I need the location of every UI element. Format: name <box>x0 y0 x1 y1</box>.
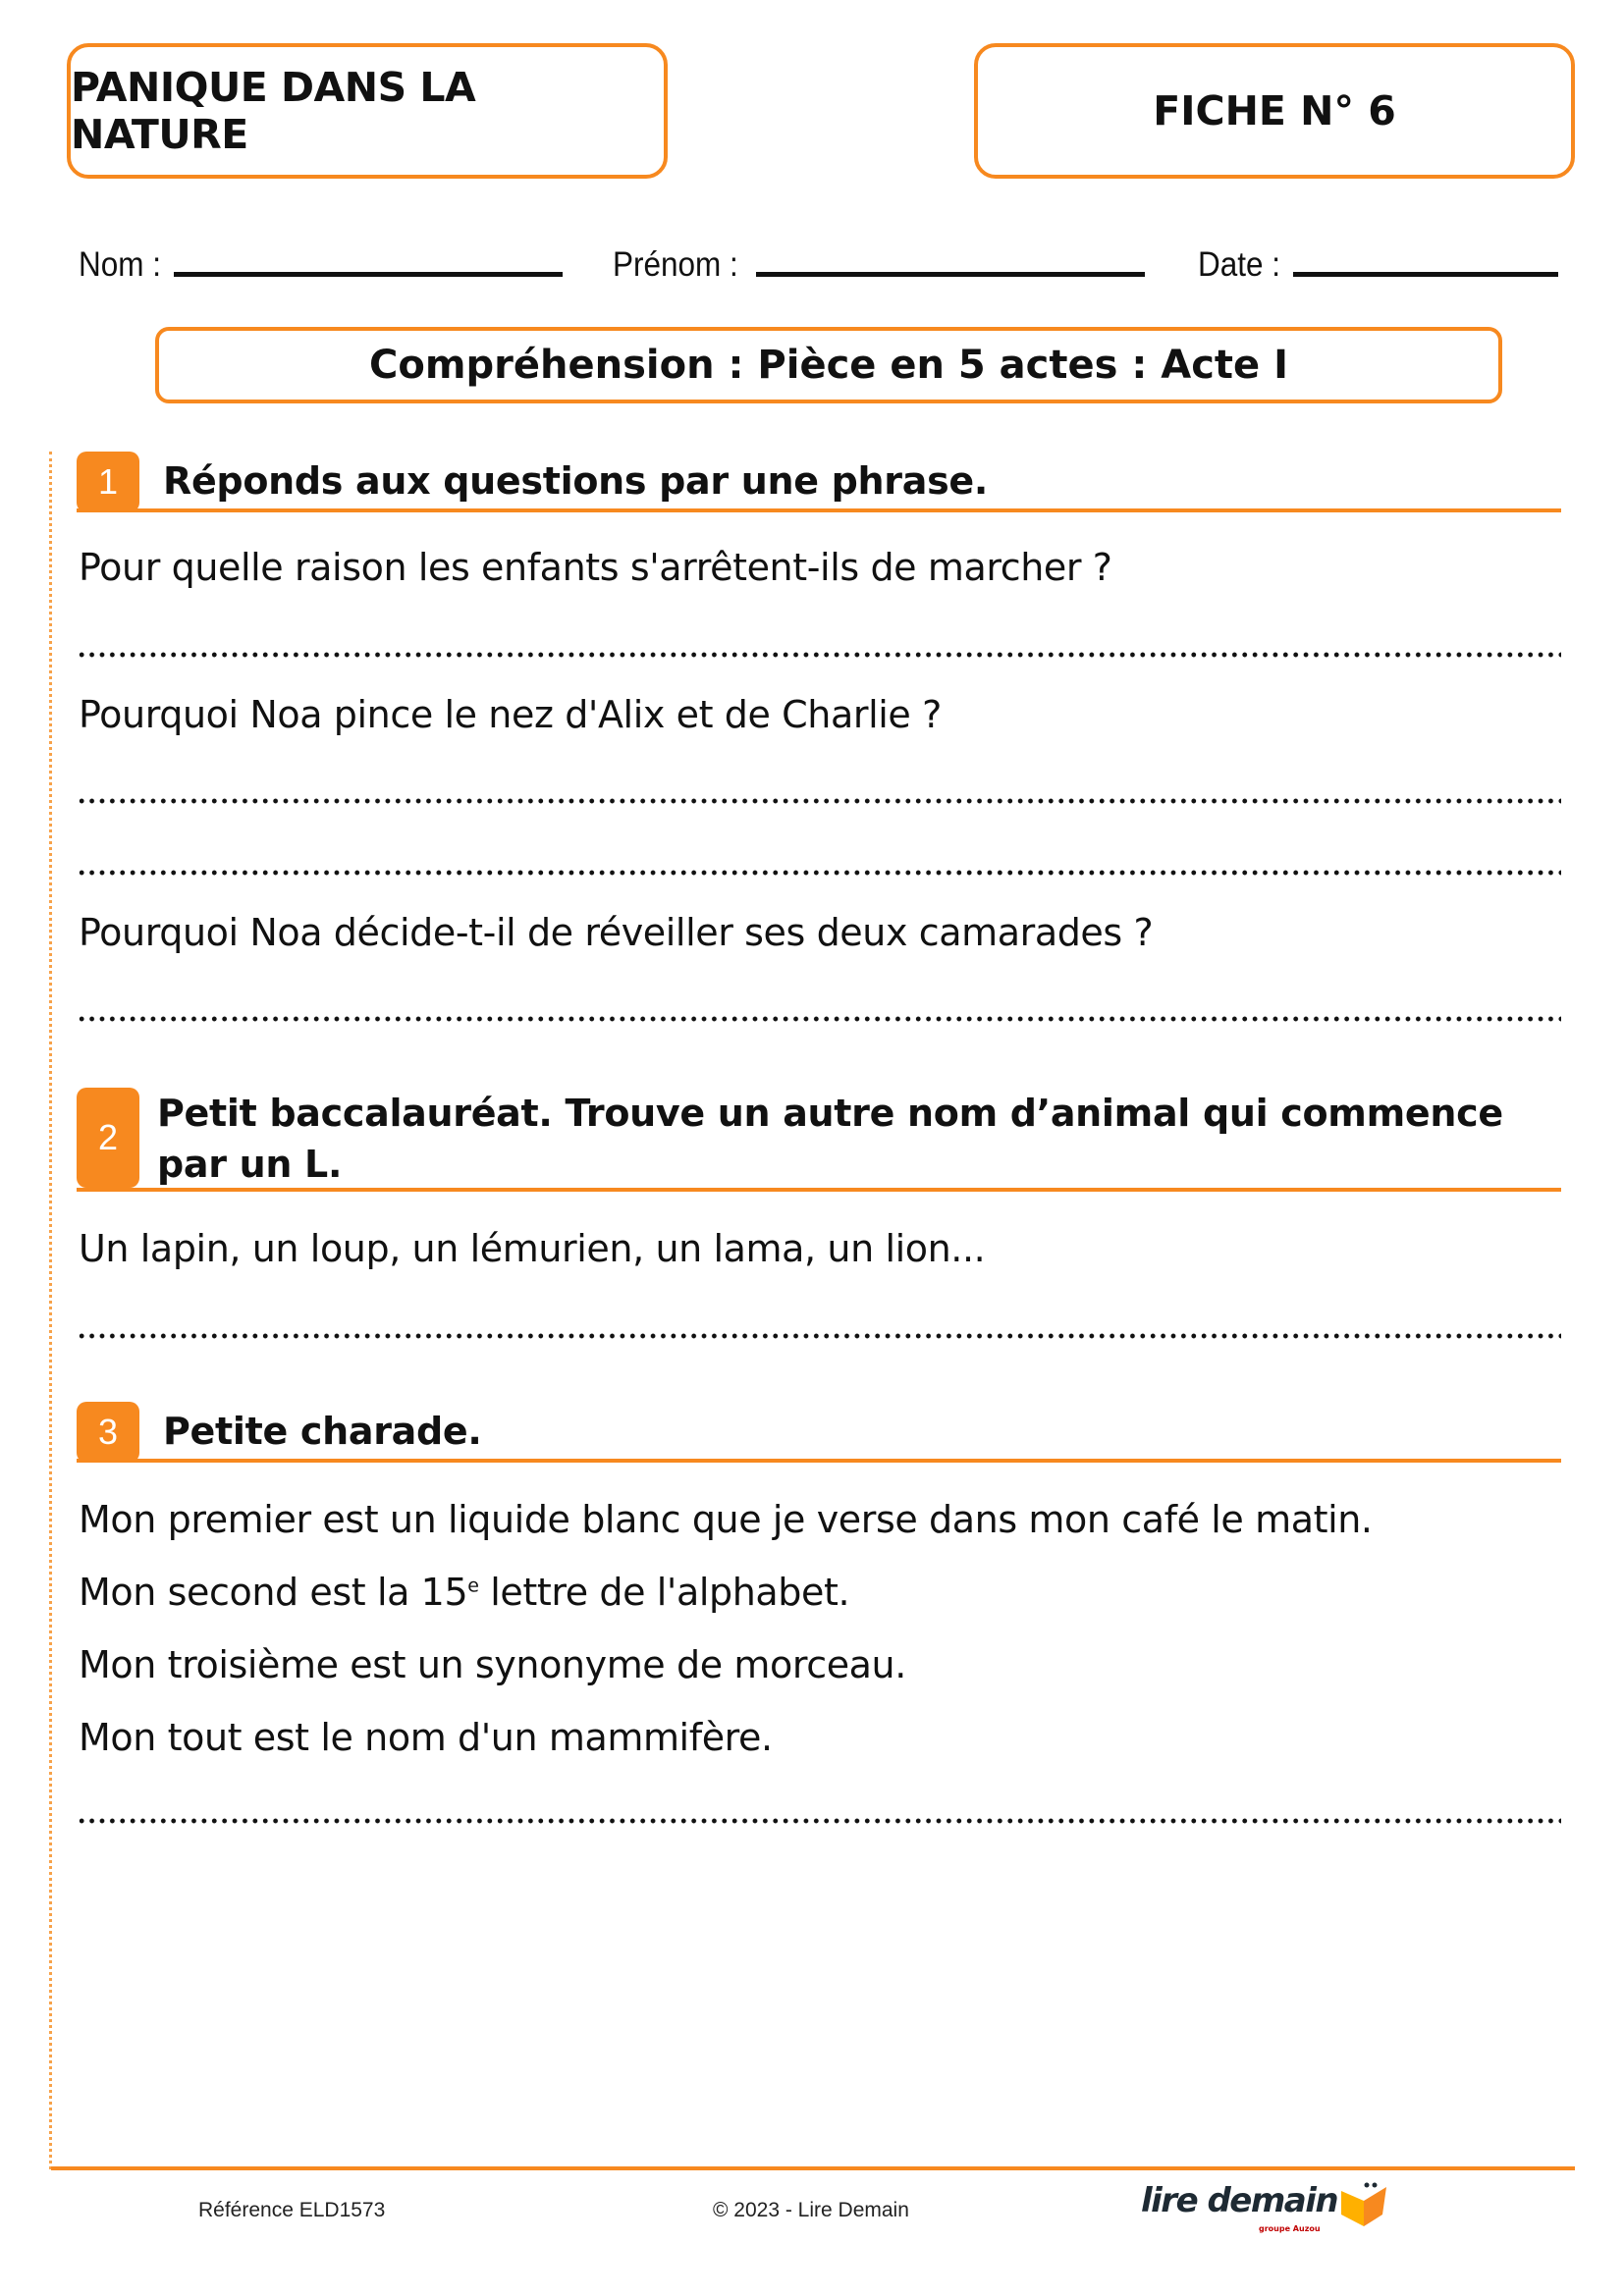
charade-line-2 <box>79 1571 849 1614</box>
section-1-header <box>77 452 1561 512</box>
section-3-title: Petite charade. <box>163 1410 482 1453</box>
charade-line-3: Mon troisième est un synonyme de morceau. <box>79 1643 906 1686</box>
charade-line-1: Mon premier est un liquide blanc que je verse dans mon café le matin. <box>79 1498 1373 1541</box>
section-2-title-line1: Petit baccalauréat. Trouve un autre nom d’animal qui commence <box>157 1092 1503 1135</box>
lire-demain-logo <box>1141 2181 1388 2233</box>
worksheet-title: PANIQUE DANS LA NATURE <box>67 43 668 179</box>
footer-rule <box>51 2166 1575 2170</box>
prenom-label: Prénom : <box>613 245 738 284</box>
section-3-header <box>77 1402 1561 1463</box>
answer-line[interactable] <box>77 798 1561 804</box>
answer-line[interactable] <box>77 652 1561 658</box>
nom-field[interactable] <box>79 245 563 285</box>
question-1-2: Pourquoi Noa pince le nez d'Alix et de Charlie ? <box>79 693 942 736</box>
section-2-rule <box>77 1188 1561 1192</box>
section-1-rule <box>77 508 1561 512</box>
fiche-number: FICHE N° 6 <box>974 43 1575 179</box>
section-2-badge: 2 <box>77 1088 139 1188</box>
logo-subtext: groupe Auzou <box>1259 2224 1321 2233</box>
subtitle-banner: Compréhension : Pièce en 5 actes : Acte I <box>155 327 1502 403</box>
answer-line[interactable] <box>77 1016 1561 1022</box>
charade-line-4: Mon tout est le nom d'un mammifère. <box>79 1716 773 1759</box>
answer-line[interactable] <box>77 870 1561 876</box>
section-1-title: Réponds aux questions par une phrase. <box>163 459 989 503</box>
footer-copyright: © 2023 - Lire Demain <box>713 2199 909 2221</box>
section-2-prompt: Un lapin, un loup, un lémurien, un lama, un lion... <box>79 1227 986 1270</box>
answer-line[interactable] <box>77 1333 1561 1339</box>
margin-dotted-rule <box>49 452 52 2169</box>
date-line[interactable] <box>1293 272 1558 277</box>
logo-text: lire demain groupe Auzou <box>1141 2181 1338 2233</box>
section-2-title <box>157 1088 1503 1190</box>
section-3-badge: 3 <box>77 1402 139 1463</box>
section-3-rule <box>77 1459 1561 1463</box>
nom-label: Nom : <box>79 245 162 284</box>
open-book-icon <box>1339 2181 1388 2226</box>
question-1-3: Pourquoi Noa décide-t-il de réveiller ses deux camarades ? <box>79 911 1154 954</box>
ordinal-suffix: e <box>467 1575 479 1597</box>
prenom-field[interactable] <box>613 245 1145 285</box>
prenom-line[interactable] <box>756 272 1145 277</box>
section-2-title-line2: par un L. <box>157 1143 343 1186</box>
answer-line[interactable] <box>77 1818 1561 1824</box>
nom-line[interactable] <box>174 272 563 277</box>
section-1-badge: 1 <box>77 452 139 512</box>
charade-line-2-b: lettre de l'alphabet. <box>478 1571 850 1614</box>
date-label: Date : <box>1198 245 1281 284</box>
section-2-header <box>77 1088 1561 1194</box>
charade-line-2-a: Mon second est la 15 <box>79 1571 468 1614</box>
question-1-1: Pour quelle raison les enfants s'arrêtent-ils de marcher ? <box>79 546 1112 589</box>
date-field[interactable] <box>1198 245 1558 285</box>
student-info-row <box>79 245 1571 294</box>
footer-reference: Référence ELD1573 <box>198 2199 386 2221</box>
